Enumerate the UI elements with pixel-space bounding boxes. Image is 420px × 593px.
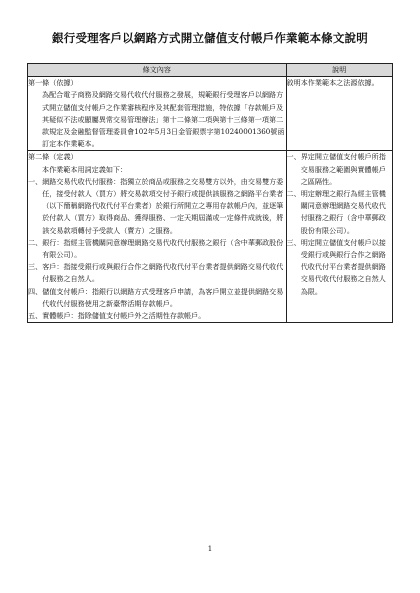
note-column-header: 說明 (286, 64, 392, 77)
definition-number: 三、 (28, 262, 43, 272)
article-2-content (28, 151, 287, 323)
content-column-header: 條文內容 (28, 64, 287, 77)
definition-item (28, 261, 286, 285)
definition-number: 四、 (28, 286, 43, 296)
note-item (287, 151, 392, 188)
article-2-row (28, 151, 393, 323)
note-number: 二、 (286, 189, 301, 199)
definition-number: 一、 (28, 176, 43, 186)
definition-item (28, 286, 286, 310)
definition-text: 網路交易代收代付服務：指獨立於商品或服務之交易雙方以外，由交易雙方委任，接受付款人（買方）將交易款項交付予銀行或提供該服務之網路平台業者（以下簡稱網路代收代付平台業者）於銀行所開立之專用存款帳戶內，並逐筆於付款人（買方）取得商品、獲得服務、一定天期屆滿或一定條件成就後，將該交易款項轉付予受款人（賣方）之服務。 (42, 176, 284, 235)
definition-item (28, 176, 286, 237)
definition-number: 二、 (28, 237, 43, 247)
article-2-intro: 本作業範本用詞定義如下： (42, 164, 128, 174)
article-1-content (28, 77, 287, 151)
article-1-heading: 第一條（依據） (28, 78, 78, 88)
article-1-text: 為配合電子商務及網路交易代收代付服務之發展，規範銀行受理客戶以網路方式開立儲值支付帳戶之作業審核程序及其配套管理措施，特依據「存款帳戶及其疑似不法或顯屬異常交易管理辦法」第十二條第二項與第十三條第一項第二款規定及金融監督管理委員會102年5月3日金管銀票字第10240001360號函訂定本作業範本。 (42, 90, 285, 149)
note-number: 三、 (286, 237, 301, 247)
note-text: 明定開立儲值支付帳戶以接受銀行或與銀行合作之網路代收代付平台業者提供網路交易代收代付服務之自然人為限。 (300, 237, 386, 296)
definition-text: 實體帳戶：指除儲值支付帳戶外之活期性存款帳戶。 (42, 311, 206, 321)
note-item (287, 237, 392, 298)
article-1-note (286, 77, 392, 151)
note-item (287, 188, 392, 237)
document-title: 銀行受理客戶以網路方式開立儲值支付帳戶作業範本條文說明 (52, 31, 368, 45)
definition-text: 客戶：指接受銀行或與銀行合作之網路代收代付平台業者提供網路交易代收代付服務之自然人。 (42, 262, 284, 284)
article-1-row (28, 77, 393, 151)
note-number: 一、 (286, 152, 301, 162)
definition-item (28, 310, 286, 322)
definition-text: 儲值支付帳戶：指銀行以網路方式受理客戶申請，為客戶開立並提供網路交易代收代付服務使用之新臺幣活期存款帳戶。 (42, 286, 284, 308)
provisions-table (27, 63, 393, 323)
page-number: 1 (207, 545, 213, 553)
article-2-heading: 第二條（定義） (28, 152, 78, 162)
definition-item (28, 237, 286, 261)
article-2-notes (286, 151, 392, 323)
definition-number: 五、 (28, 311, 43, 321)
definition-text: 銀行：指經主管機關同意辦理網路交易代收代付服務之銀行（含中華郵政股份有限公司）。 (42, 237, 284, 260)
article-1-note-text: 敘明本作業範本之法源依據。 (286, 78, 379, 88)
table-header-row (28, 64, 393, 77)
note-text: 界定開立儲值支付帳戶所指交易服務之範圍與實體帳戶之區隔性。 (300, 152, 386, 186)
note-text: 明定辦理之銀行為經主管機關同意辦理網路交易代收代付服務之銀行（含中華郵政股份有限公司）。 (300, 189, 386, 235)
